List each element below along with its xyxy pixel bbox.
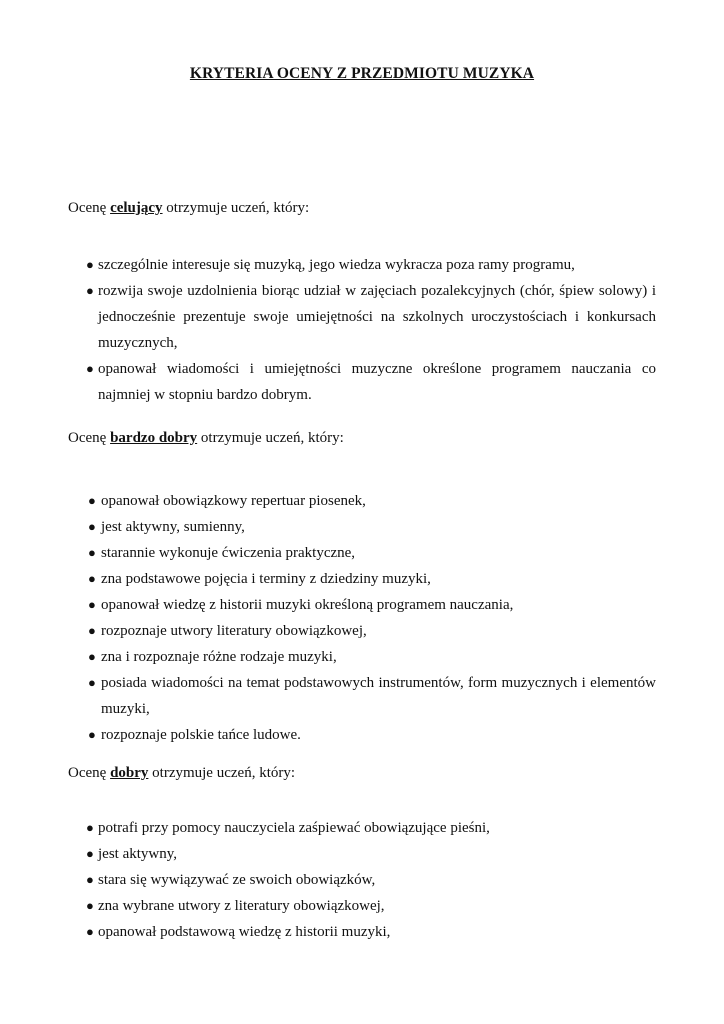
grade-section-bardzo-dobry <box>68 425 656 748</box>
list-item-text: opanował wiedzę z historii muzyki określoną programem nauczania, <box>101 597 514 613</box>
bullet-icon: ● <box>88 571 96 586</box>
list-item-text: zna podstawowe pojęcia i terminy z dziedziny muzyki, <box>101 571 431 587</box>
list-item <box>68 514 656 540</box>
bullet-icon: ● <box>88 727 96 742</box>
list-item-text: opanował obowiązkowy repertuar piosenek, <box>101 493 366 509</box>
bullet-icon: ● <box>86 846 94 861</box>
bullet-icon: ● <box>88 597 96 612</box>
document-title: KRYTERIA OCENY Z PRZEDMIOTU MUZYKA <box>189 65 535 82</box>
list-item-text: rozpoznaje utwory literatury obowiązkowej, <box>101 623 367 639</box>
list-item-text: jest aktywny, <box>98 846 178 862</box>
bullet-icon: ● <box>88 623 96 638</box>
list-item-text: zna wybrane utwory z literatury obowiązkowej, <box>98 898 385 914</box>
list-item-text: szczególnie interesuje się muzyką, jego wiedza wykracza poza ramy programu, <box>98 257 575 273</box>
bullet-icon: ● <box>86 361 94 376</box>
grade-name: celujący <box>110 200 163 216</box>
criteria-list <box>68 488 656 748</box>
grade-name: bardzo dobry <box>110 430 198 446</box>
criteria-list <box>68 815 656 945</box>
list-item <box>68 867 656 893</box>
criteria-list <box>68 252 656 408</box>
bullet-icon: ● <box>88 649 96 664</box>
bullet-icon: ● <box>88 675 96 690</box>
list-item <box>68 252 656 278</box>
section-intro <box>68 760 656 786</box>
bullet-icon: ● <box>86 283 94 298</box>
list-item-text: posiada wiadomości na temat podstawowych instrumentów, form muzycznych i elementów muzyki, <box>101 675 656 717</box>
list-item <box>68 722 656 748</box>
bullet-icon: ● <box>88 519 96 534</box>
list-item-text: zna i rozpoznaje różne rodzaje muzyki, <box>101 649 337 665</box>
intro-suffix: otrzymuje uczeń, który: <box>197 430 344 446</box>
list-item <box>68 540 656 566</box>
grade-section-celujacy <box>68 195 656 408</box>
list-item-text: rozwija swoje uzdolnienia biorąc udział w zajęciach pozalekcyjnych (chór, śpiew solowy) i jednocześnie prezentuje swoje umiejętności na szkolnych uroczystościach i konkursach muzycznych, <box>98 283 656 351</box>
list-item <box>68 670 656 722</box>
list-item <box>68 841 656 867</box>
bullet-icon: ● <box>86 924 94 939</box>
list-item <box>68 356 656 408</box>
list-item-text: opanował podstawową wiedzę z historii muzyki, <box>98 924 391 940</box>
bullet-icon: ● <box>86 257 94 272</box>
list-item <box>68 566 656 592</box>
list-item <box>68 919 656 945</box>
bullet-icon: ● <box>86 872 94 887</box>
section-intro <box>68 425 656 451</box>
list-item-text: potrafi przy pomocy nauczyciela zaśpiewać obowiązujące pieśni, <box>98 820 490 836</box>
list-item <box>68 618 656 644</box>
list-item <box>68 815 656 841</box>
bullet-icon: ● <box>86 898 94 913</box>
intro-suffix: otrzymuje uczeń, który: <box>162 200 310 216</box>
list-item <box>68 592 656 618</box>
grade-name: dobry <box>110 765 149 781</box>
bullet-icon: ● <box>88 545 96 560</box>
list-item <box>68 893 656 919</box>
intro-prefix: Ocenę <box>68 200 111 216</box>
list-item-text: jest aktywny, sumienny, <box>101 519 245 535</box>
list-item-text: starannie wykonuje ćwiczenia praktyczne, <box>101 545 356 561</box>
list-item-text: stara się wywiązywać ze swoich obowiązków, <box>98 872 376 888</box>
section-intro <box>68 195 656 221</box>
intro-suffix: otrzymuje uczeń, który: <box>148 765 296 781</box>
list-item <box>68 278 656 356</box>
intro-prefix: Ocenę <box>68 430 111 446</box>
list-item <box>68 488 656 514</box>
list-item-text: opanował wiadomości i umiejętności muzyczne określone programem nauczania co najmniej w stopniu bardzo dobrym. <box>98 361 656 403</box>
bullet-icon: ● <box>86 820 94 835</box>
grade-section-dobry <box>68 760 656 945</box>
list-item-text: rozpoznaje polskie tańce ludowe. <box>101 727 301 743</box>
bullet-icon: ● <box>88 493 96 508</box>
intro-prefix: Ocenę <box>68 765 111 781</box>
list-item <box>68 644 656 670</box>
